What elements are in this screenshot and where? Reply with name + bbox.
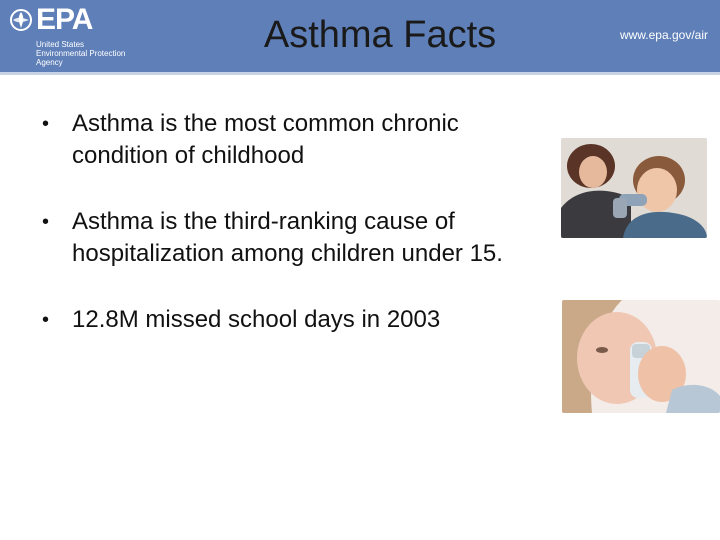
logo-line-2: Environmental Protection [36,49,126,58]
epa-logo[interactable] [10,3,135,67]
bullet-dot-icon: • [42,211,50,233]
bullet-dot-icon: • [42,309,50,331]
logo-line-1: United States [36,40,85,49]
bullet-item [42,206,542,270]
bullet-text: Asthma is the most common chronic condition of childhood [72,110,459,169]
header-band [0,0,720,72]
photo-girl-using-inhaler [562,300,720,413]
site-url[interactable]: www.epa.gov/air [619,28,708,42]
bullet-dot-icon: • [42,113,50,135]
bullet-text: Asthma is the third-ranking cause of hospitalization among children under 15. [72,208,503,267]
logo-wordmark: EPA [36,3,93,36]
header-divider [0,72,720,75]
bullet-text: 12.8M missed school days in 2003 [72,306,441,333]
bullet-item [42,108,542,172]
bullet-list [42,108,542,370]
bullet-item [42,304,542,336]
logo-line-3: Agency [36,58,63,67]
epa-flower-icon [10,9,32,31]
photo-mother-child-inhaler [561,138,707,238]
page-title: Asthma Facts [263,14,497,56]
